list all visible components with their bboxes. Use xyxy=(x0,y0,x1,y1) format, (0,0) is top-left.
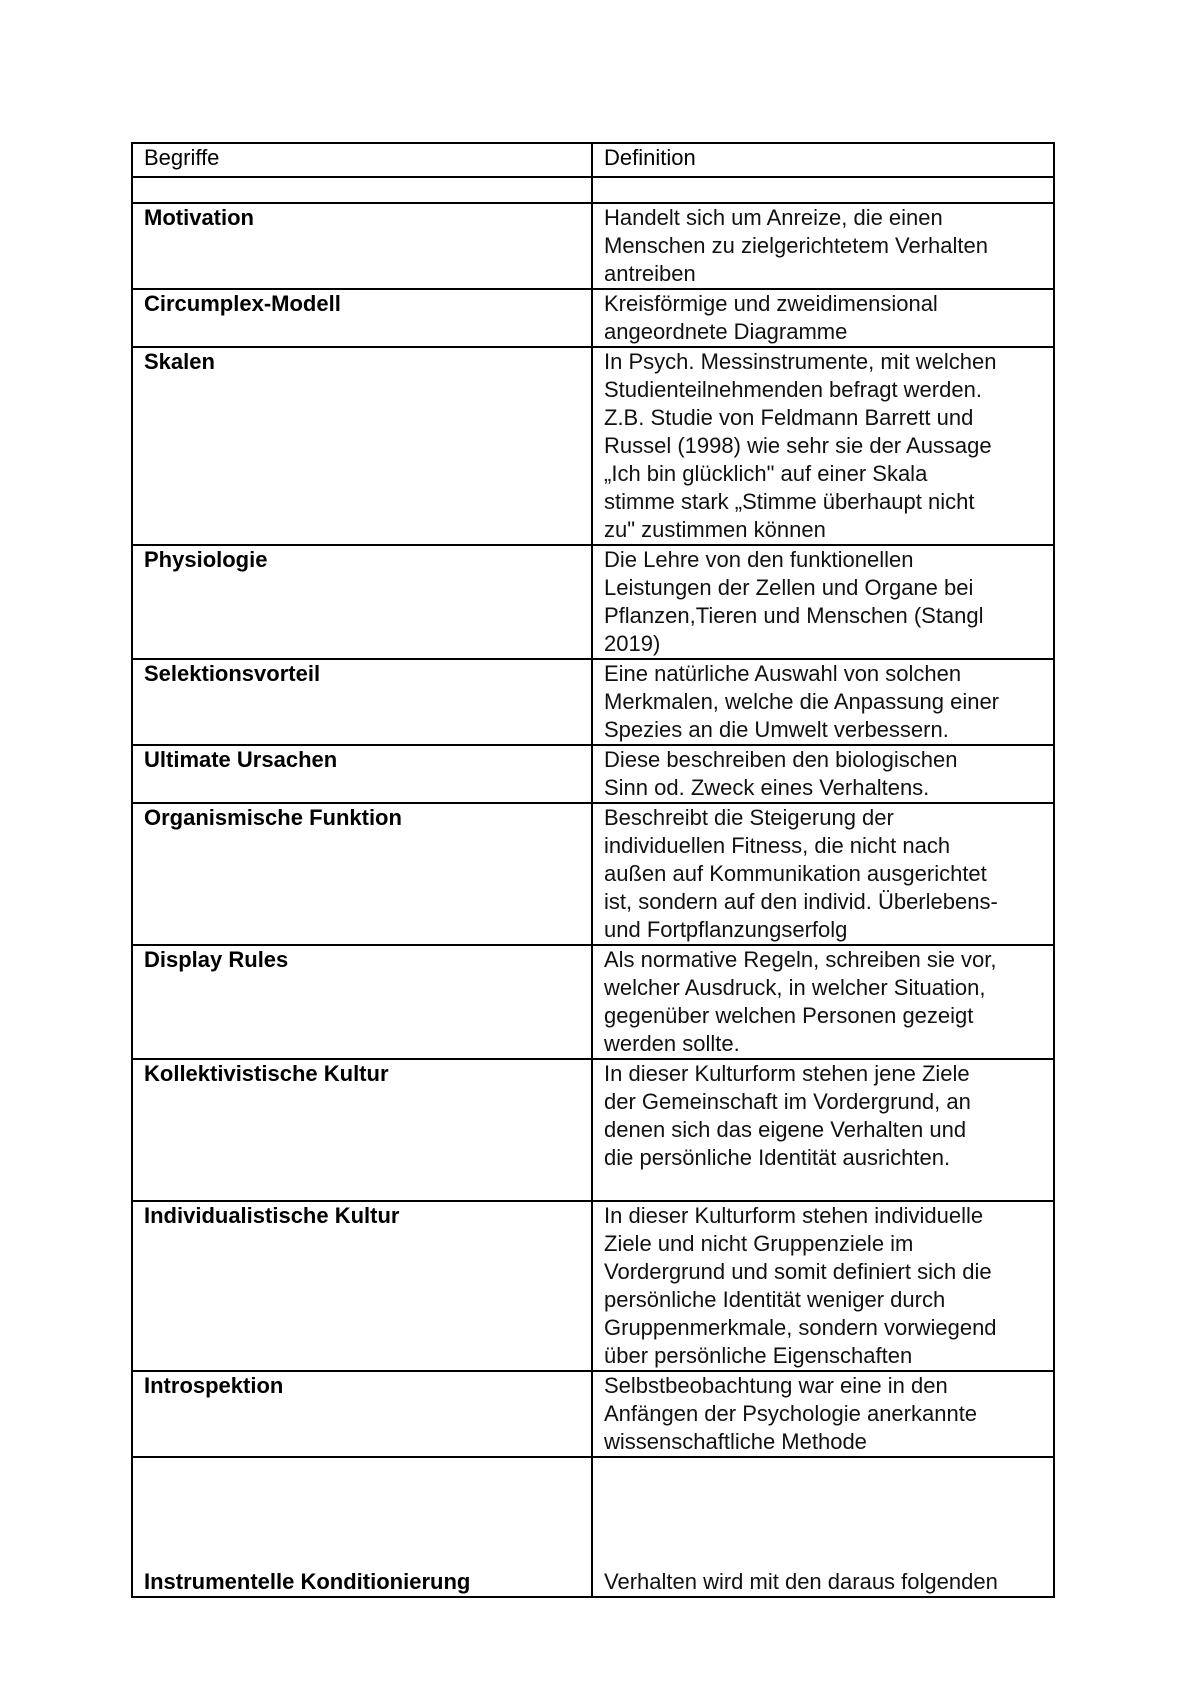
term-cell: Skalen xyxy=(132,347,592,545)
definition-cell: Verhalten wird mit den daraus folgenden xyxy=(592,1457,1054,1597)
definition-cell: In dieser Kulturform stehen jene Ziele der Gemeinschaft im Vordergrund, an denen sich das eigene Verhalten und die persönliche Identität ausrichten. xyxy=(592,1059,1054,1201)
term-cell: Organismische Funktion xyxy=(132,803,592,945)
definition-cell: Als normative Regeln, schreiben sie vor, welcher Ausdruck, in welcher Situation, gegenüber welchen Personen gezeigt werden sollte. xyxy=(592,945,1054,1059)
term-cell: Display Rules xyxy=(132,945,592,1059)
term-cell: Individualistische Kultur xyxy=(132,1201,592,1371)
definition-cell: Beschreibt die Steigerung der individuellen Fitness, die nicht nach außen auf Kommunikation ausgerichtet ist, sondern auf den individ. Überlebens- und Fortpflanzungserfolg xyxy=(592,803,1054,945)
term-cell: Introspektion xyxy=(132,1371,592,1457)
definition-cell: Selbstbeobachtung war eine in den Anfängen der Psychologie anerkannte wissenschaftliche Methode xyxy=(592,1371,1054,1457)
definition-cell: Eine natürliche Auswahl von solchen Merkmalen, welche die Anpassung einer Spezies an die Umwelt verbessern. xyxy=(592,659,1054,745)
term-cell: Instrumentelle Konditionierung xyxy=(132,1457,592,1597)
table-row xyxy=(132,1201,1054,1371)
definition-cell: In dieser Kulturform stehen individuelle Ziele und nicht Gruppenziele im Vordergrund und somit definiert sich die persönliche Identität weniger durch Gruppenmerkmale, sondern vorwiegend über persönliche Eigenschaften xyxy=(592,1201,1054,1371)
table-row xyxy=(132,1371,1054,1457)
definition-cell: Handelt sich um Anreize, die einen Menschen zu zielgerichtetem Verhalten antreiben xyxy=(592,203,1054,289)
table-row xyxy=(132,659,1054,745)
term-cell: Circumplex-Modell xyxy=(132,289,592,347)
definitions-table xyxy=(131,142,1055,1598)
spacer-cell xyxy=(132,177,592,203)
term-cell: Physiologie xyxy=(132,545,592,659)
definition-cell: Kreisförmige und zweidimensional angeordnete Diagramme xyxy=(592,289,1054,347)
definition-cell: Diese beschreiben den biologischen Sinn od. Zweck eines Verhaltens. xyxy=(592,745,1054,803)
table-row xyxy=(132,289,1054,347)
term-cell: Kollektivistische Kultur xyxy=(132,1059,592,1201)
table-row xyxy=(132,803,1054,945)
header-term: Begriffe xyxy=(132,143,592,177)
definition-cell: In Psych. Messinstrumente, mit welchen Studienteilnehmenden befragt werden. Z.B. Studie von Feldmann Barrett und Russel (1998) wie sehr sie der Aussage „Ich bin glücklich" auf einer Skala stimme stark „Stimme überhaupt nicht zu" zustimmen können xyxy=(592,347,1054,545)
table-header-row xyxy=(132,143,1054,177)
spacer-cell xyxy=(592,177,1054,203)
table-row xyxy=(132,745,1054,803)
table-spacer-row xyxy=(132,177,1054,203)
table-row xyxy=(132,347,1054,545)
table-row xyxy=(132,945,1054,1059)
header-definition: Definition xyxy=(592,143,1054,177)
term-cell: Motivation xyxy=(132,203,592,289)
term-cell: Selektionsvorteil xyxy=(132,659,592,745)
term-cell: Ultimate Ursachen xyxy=(132,745,592,803)
table-row xyxy=(132,203,1054,289)
table-row xyxy=(132,545,1054,659)
definition-cell: Die Lehre von den funktionellen Leistungen der Zellen und Organe bei Pflanzen,Tieren und Menschen (Stangl 2019) xyxy=(592,545,1054,659)
table-row xyxy=(132,1457,1054,1597)
table-row xyxy=(132,1059,1054,1201)
